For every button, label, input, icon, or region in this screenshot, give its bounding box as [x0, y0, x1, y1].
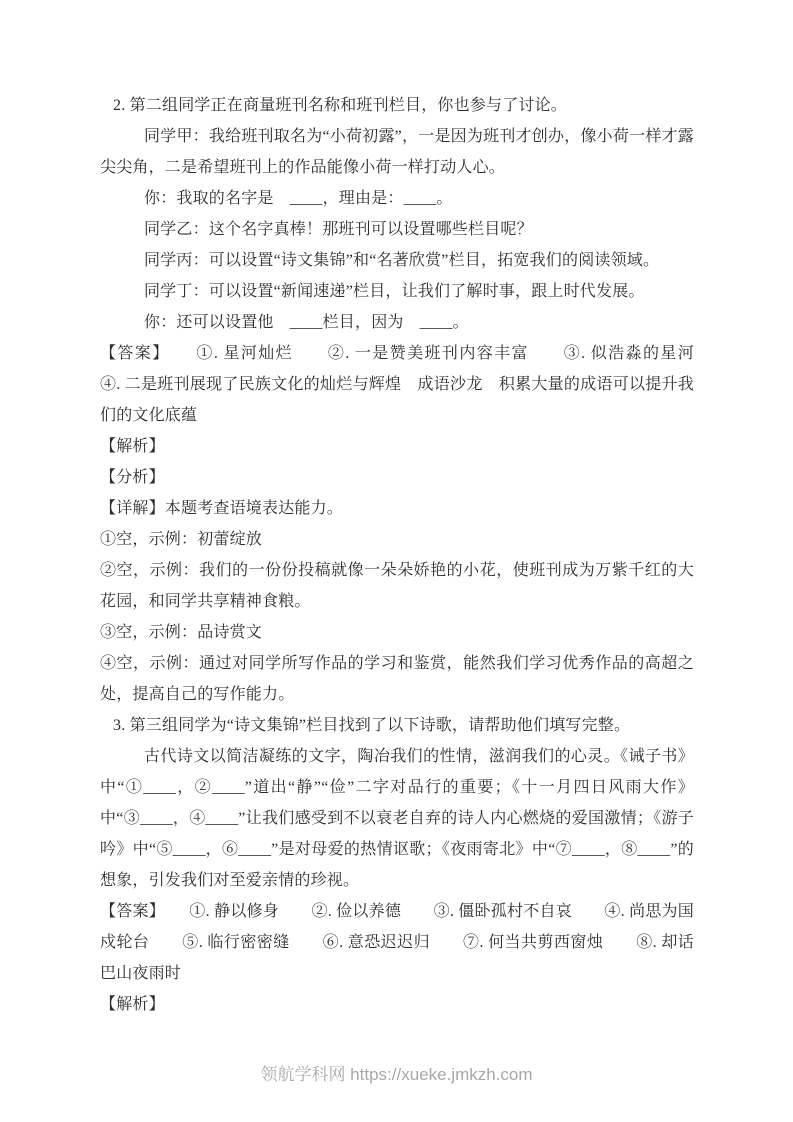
dialog-you-line-1: 你：我取的名字是 ____，理由是：____。 [144, 190, 453, 207]
question-3-stem: 3. 第三组同学为“诗文集锦”栏目找到了以下诗歌，请帮助他们填写完整。 [113, 717, 631, 734]
question-2-fenxi-label: 【分析】 [100, 469, 165, 486]
question-2-blank1-example: ①空，示例：初蕾绽放 [100, 531, 263, 548]
question-2-blank2-example: ②空，示例：我们的一份份投稿就像一朵朵娇艳的小花，使班刊成为万紫千红的大花园，和同学共享精神食粮。 [100, 562, 694, 610]
question-3-answer: 【答案】 ①. 静以修身 ②. 俭以养德 ③. 僵卧孤村不自哀 ④. 尚思为国戍轮台 ⑤. 临行密密缝 ⑥. 意恐迟迟归 ⑦. 何当共剪西窗烛 ⑧. 却话巴山夜雨时 [100, 903, 694, 982]
document-body [100, 90, 727, 1020]
question-2-jiexi-label: 【解析】 [100, 438, 165, 455]
question-3-jiexi-label: 【解析】 [100, 996, 165, 1013]
question-2-stem: 2. 第二组同学正在商量班刊名称和班刊栏目，你也参与了讨论。 [113, 97, 568, 114]
question-2-answer: 【答案】 ①. 星河灿烂 ②. 一是赞美班刊内容丰富 ③. 似浩淼的星河 ④. 二是班刊展现了民族文化的灿烂与辉煌 成语沙龙 积累大量的成语可以提升我们的文化底蕴 [100, 345, 727, 424]
dialog-classmate-d: 同学丁：可以设置“新闻速递”栏目，让我们了解时事，跟上时代发展。 [144, 283, 645, 300]
dialog-classmate-a: 同学甲：我给班刊取名为“小荷初露”，一是因为班刊才创办，像小荷一样才露尖尖角，二是希望班刊上的作品能像小荷一样打动人心。 [100, 128, 694, 176]
dialog-you-line-2: 你：还可以设置他 ____栏目，因为 ____。 [144, 314, 469, 331]
site-watermark: 领航学科网 https://xueke.jmkzh.com [260, 1065, 533, 1084]
dialog-classmate-c: 同学丙：可以设置“诗文集锦”和“名著欣赏”栏目，拓宽我们的阅读领域。 [144, 252, 660, 269]
dialog-classmate-b: 同学乙：这个名字真棒！那班刊可以设置哪些栏目呢？ [144, 221, 533, 238]
question-2-blank4-example: ④空，示例：通过对同学所写作品的学习和鉴赏，能然我们学习优秀作品的高超之处，提高自己的写作能力。 [100, 655, 694, 703]
question-2-blank3-example: ③空，示例：品诗赏文 [100, 624, 263, 641]
question-2-xiangjie: 【详解】本题考查语境表达能力。 [100, 500, 344, 517]
question-3-passage: 古代诗文以简洁凝练的文字，陶冶我们的性情，滋润我们的心灵。《诫子书》中“①____，②____”道出“静”“俭”二字对品行的重要；《十一月四日风雨大作》中“③____，④____”让我们感受到不以衰老自弃的诗人内心燃烧的爱国激情；《游子吟》中“⑤____，⑥____”是对母爱的热情讴歌；《夜雨寄北》中“⑦____，⑧____”的想象，引发我们对至爱亲情的珍视。 [100, 748, 694, 889]
